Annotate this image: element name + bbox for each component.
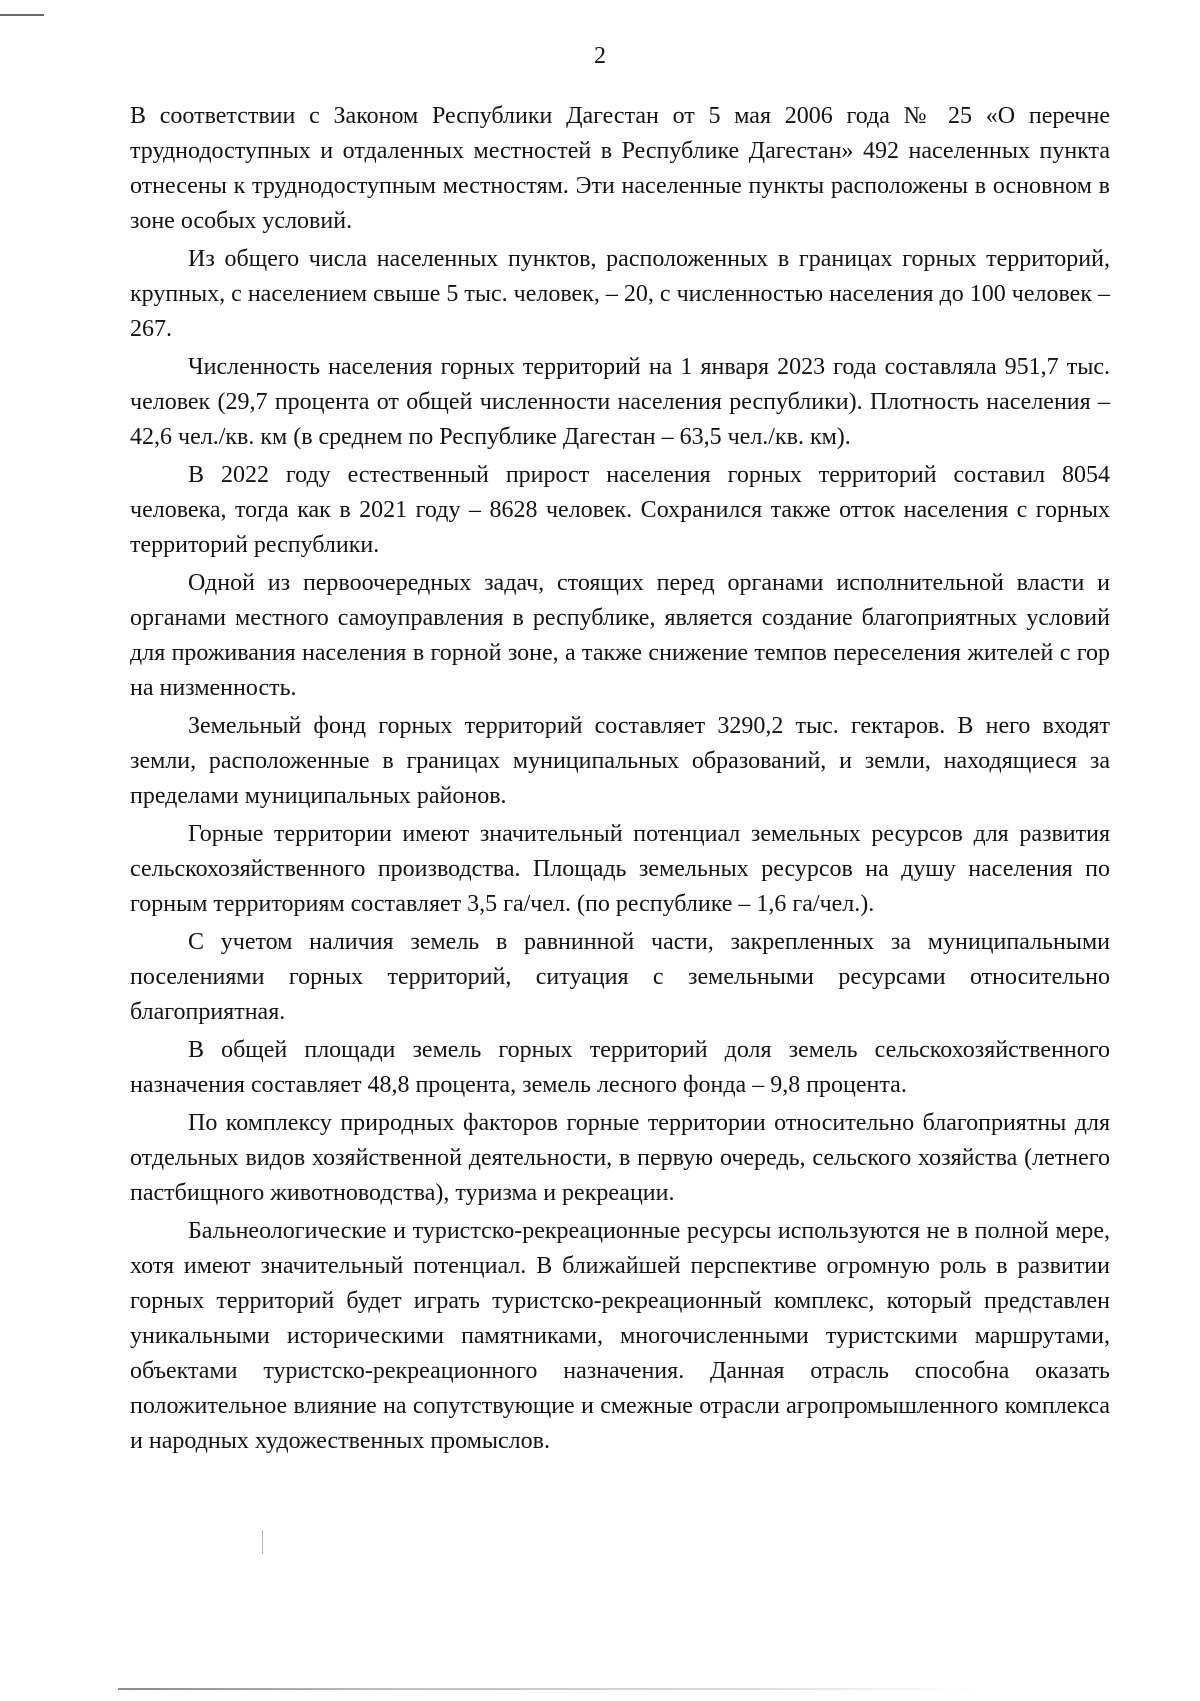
paragraph: В общей площади земель горных территорий доля земель сельскохозяйственного назначения составляет 48,8 процента, земель лесного фонда – 9,8 процента. xyxy=(130,1037,1110,1098)
paragraph: Земельный фонд горных территорий составляет 3290,2 тыс. гектаров. В него входят земли, расположенные в границах муниципальных образований, и земли, находящиеся за пределами муниципальных районов. xyxy=(130,713,1110,809)
paragraph: С учетом наличия земель в равнинной части, закрепленных за муниципальными поселениями горных территорий, ситуация с земельными ресурсами относительно благоприятная. xyxy=(130,929,1110,1025)
scan-edge-mark xyxy=(0,14,44,16)
scan-edge-mark xyxy=(118,1688,978,1690)
page-number: 2 xyxy=(594,43,606,69)
paragraph: Численность населения горных территорий на 1 января 2023 года составляла 951,7 тыс. человек (29,7 процента от общей численности населения республики). Плотность населения – 42,6 чел./кв. км (в среднем по Республике Дагестан – 63,5 чел./кв. км). xyxy=(130,354,1110,450)
paragraph: По комплексу природных факторов горные территории относительно благоприятны для отдельных видов хозяйственной деятельности, в первую очередь, сельского хозяйства (летнего пастбищного животноводства), туризма и рекреации. xyxy=(130,1110,1110,1206)
scan-speck xyxy=(262,1530,263,1554)
paragraph: В соответствии с Законом Республики Дагестан от 5 мая 2006 года № 25 «О перечне труднодоступных и отдаленных местностей в Республике Дагестан» 492 населенных пункта отнесены к труднодоступным местностям. Эти населенные пункты расположены в основном в зоне особых условий. xyxy=(130,103,1110,234)
paragraph: Из общего числа населенных пунктов, расположенных в границах горных территорий, крупных, с населением свыше 5 тыс. человек, – 20, с численностью населения до 100 человек – 267. xyxy=(130,246,1110,342)
document-body xyxy=(130,99,1110,1462)
paragraph: Одной из первоочередных задач, стоящих перед органами исполнительной власти и органами местного самоуправления в республике, является создание благоприятных условий для проживания населения в горной зоне, а также снижение темпов переселения жителей с гор на низменность. xyxy=(130,570,1110,701)
paragraph: Бальнеологические и туристско-рекреационные ресурсы используются не в полной мере, хотя имеют значительный потенциал. В ближайшей перспективе огромную роль в развитии горных территорий будет играть туристско-рекреационный комплекс, который представлен уникальными историческими памятниками, многочисленными туристскими маршрутами, объектами туристско-рекреационного назначения. Данная отрасль способна оказать положительное влияние на сопутствующие и смежные отрасли агропромышленного комплекса и народных художественных промыслов. xyxy=(130,1218,1110,1454)
paragraph: В 2022 году естественный прирост населения горных территорий составил 8054 человека, тогда как в 2021 году – 8628 человек. Сохранился также отток населения с горных территорий республики. xyxy=(130,462,1110,558)
paragraph: Горные территории имеют значительный потенциал земельных ресурсов для развития сельскохозяйственного производства. Площадь земельных ресурсов на душу населения по горным территориям составляет 3,5 га/чел. (по республике – 1,6 га/чел.). xyxy=(130,821,1110,917)
